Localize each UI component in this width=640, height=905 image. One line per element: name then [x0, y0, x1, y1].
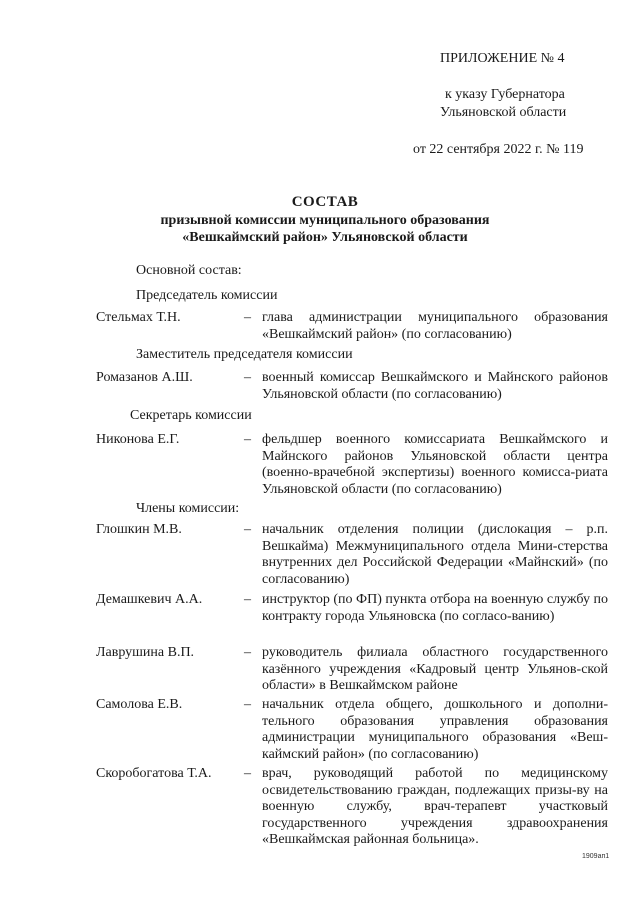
document-title — [60, 193, 590, 246]
title-main: СОСТАВ — [291, 194, 359, 210]
member-position: фельдшер военного комиссариата Вешкаймского и Майнского районов Ульяновской области центра (военно-врачебной экспертизы) военного комисса-риата Ульяновской области (по согласованию) — [262, 432, 608, 497]
member-dash: – — [244, 645, 251, 660]
member-name: Глошкин М.В. — [96, 522, 182, 537]
member-position: врач, руководящий работой по медицинскому освидетельствованию граждан, подлежащих призы-ву на военную службу, врач-терапевт участковый государственного учреждения здравоохранения «Вешкаймская районная больница». — [262, 766, 608, 847]
member-position: глава администрации муниципального образования «Вешкаймский район» (по согласованию) — [262, 310, 608, 342]
member-name: Никонова Е.Г. — [96, 432, 180, 447]
member-dash: – — [244, 432, 251, 447]
member-name: Самолова Е.В. — [96, 697, 183, 712]
title-line-2: «Вешкаймский район» Ульяновской области — [182, 230, 468, 245]
decree-reference-line1: к указу Губернатора — [445, 87, 565, 102]
section-main-composition: Основной состав: — [136, 263, 242, 278]
section-chairman: Председатель комиссии — [136, 288, 278, 303]
member-name: Ромазанов А.Ш. — [96, 370, 193, 385]
section-members: Члены комиссии: — [136, 501, 240, 516]
document-code: 1909ап1 — [582, 853, 610, 860]
member-dash: – — [244, 522, 251, 537]
member-dash: – — [244, 370, 251, 385]
member-dash: – — [244, 310, 251, 325]
section-secretary: Секретарь комиссии — [130, 408, 252, 423]
section-deputy-chairman: Заместитель председателя комиссии — [136, 347, 353, 362]
member-position: начальник отдела общего, дошкольного и дополни-тельного образования управления образования администрации муниципального образования «Веш-каймский район» (по согласованию) — [262, 697, 608, 762]
member-position: инструктор (по ФП) пункта отбора на военную службу по контракту города Ульяновска (по согласо-ванию) — [262, 592, 608, 624]
member-dash: – — [244, 766, 251, 781]
member-name: Демашкевич А.А. — [96, 592, 203, 607]
member-position: руководитель филиала областного государственного казённого учреждения «Кадровый центр Ульянов-ской области» в Вешкаймском районе — [262, 645, 608, 693]
decree-date: от 22 сентября 2022 г. № 119 — [413, 142, 584, 157]
appendix-title: ПРИЛОЖЕНИЕ № 4 — [440, 51, 565, 66]
member-name: Лаврушина В.П. — [96, 645, 195, 660]
member-position: военный комиссар Вешкаймского и Майнского районов Ульяновской области (по согласованию) — [262, 370, 608, 402]
member-name: Стельмах Т.Н. — [96, 310, 181, 325]
member-position: начальник отделения полиции (дислокация – р.п. Вешкайма) Межмуниципального отдела Мини-стерства внутренних дел Российской Федерации «Майнский» (по согласованию) — [262, 522, 608, 587]
member-name: Скоробогатова Т.А. — [96, 766, 212, 781]
decree-reference-line2: Ульяновской области — [440, 105, 567, 120]
title-line-1: призывной комиссии муниципального образования — [160, 213, 490, 228]
member-dash: – — [244, 697, 251, 712]
member-dash: – — [244, 592, 251, 607]
